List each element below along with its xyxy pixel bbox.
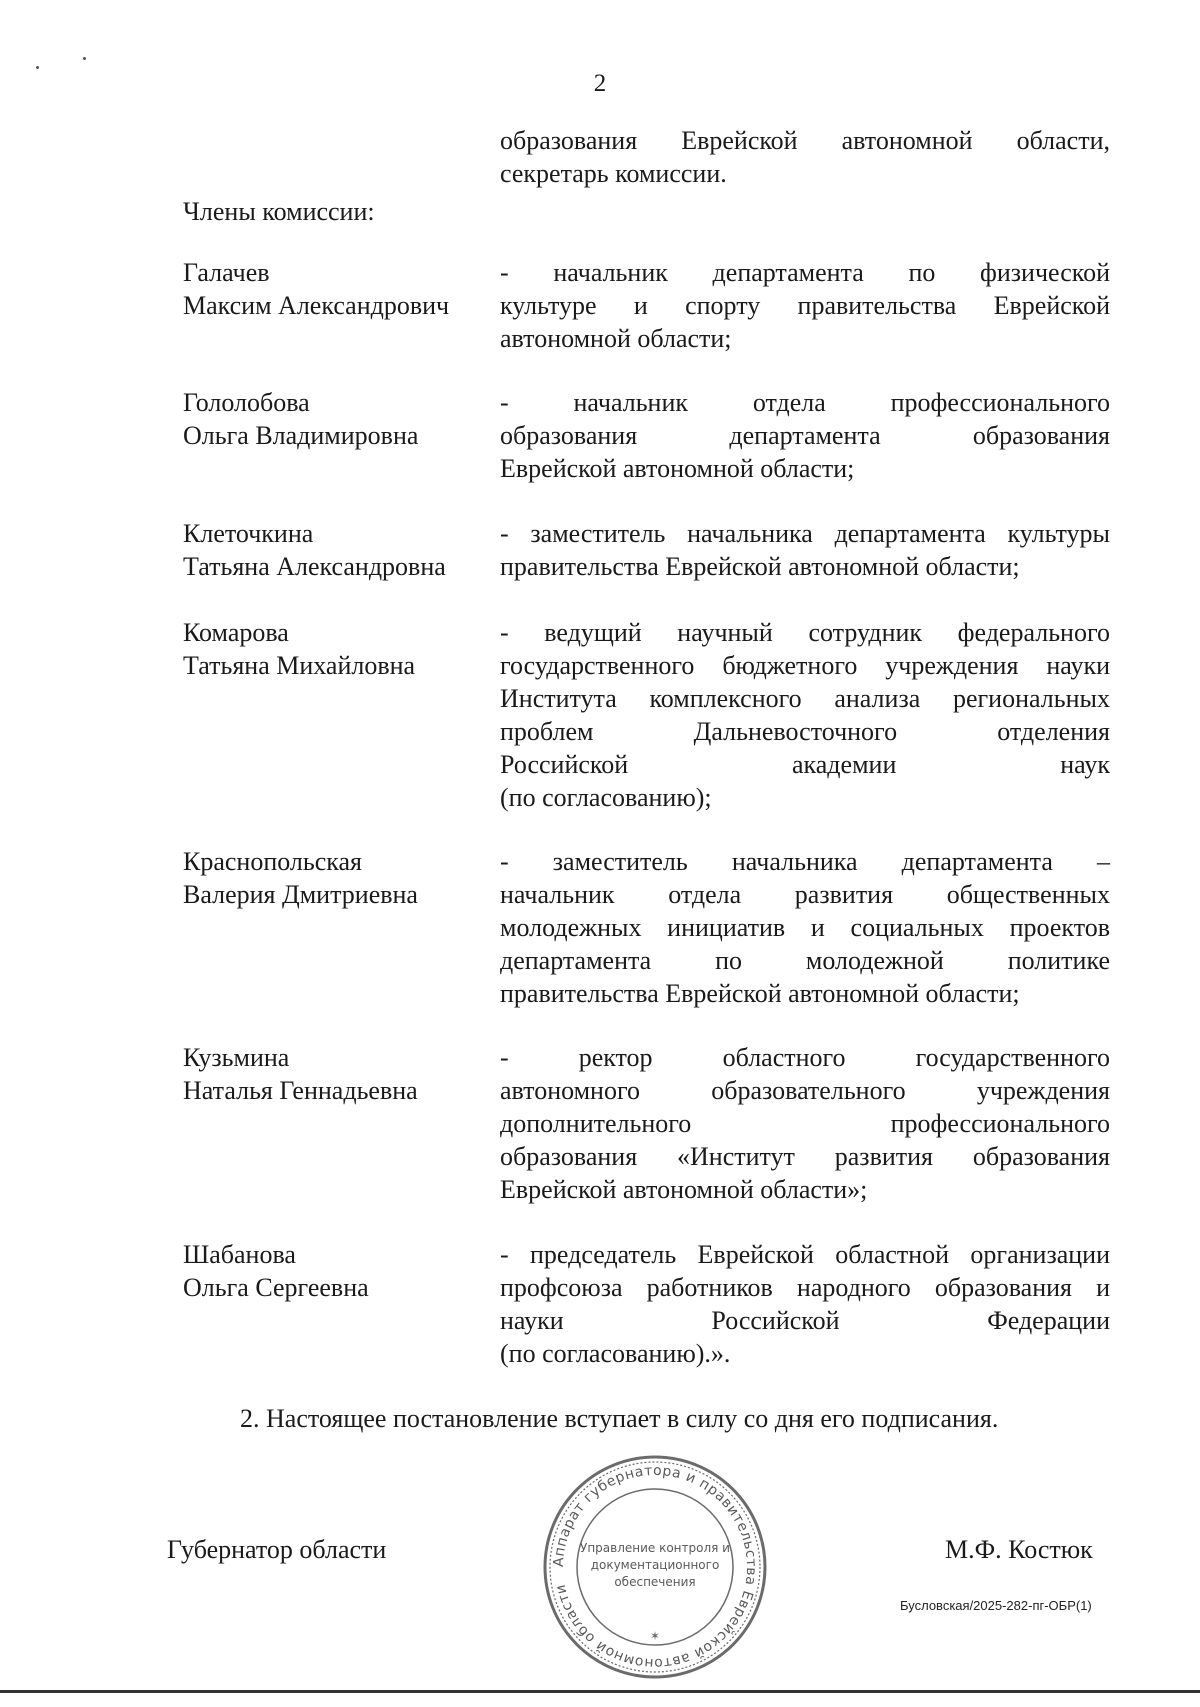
scan-bottom-edge bbox=[0, 1690, 1200, 1693]
previous-entry-continuation bbox=[500, 124, 1110, 190]
role-line: автономной области; bbox=[500, 324, 732, 353]
page-number: 2 bbox=[593, 70, 607, 97]
role-line: департамента по молодежной политике bbox=[500, 946, 1110, 975]
role-line: правительства Еврейской автономной области; bbox=[500, 552, 1020, 581]
member-role bbox=[500, 256, 1110, 355]
stamp-seal bbox=[540, 1452, 770, 1682]
stamp-inner-line: обеспечения bbox=[614, 1575, 696, 1589]
member-name bbox=[183, 1238, 483, 1304]
role-line: автономного образовательного учреждения bbox=[500, 1076, 1110, 1105]
role-line: - председатель Еврейской областной организации bbox=[500, 1240, 1110, 1269]
member-surname: Клеточкина bbox=[183, 519, 314, 548]
continuation-line: секретарь комиссии. bbox=[500, 159, 727, 188]
role-line: проблем Дальневосточного отделения bbox=[500, 717, 1110, 746]
role-line: Еврейской автономной области»; bbox=[500, 1175, 868, 1204]
member-name bbox=[183, 256, 483, 322]
continuation-line: образования Еврейской автономной области, bbox=[500, 126, 1110, 155]
role-line: - ведущий научный сотрудник федерального bbox=[500, 618, 1110, 647]
member-name bbox=[183, 616, 483, 682]
member-surname: Гололобова bbox=[183, 388, 310, 417]
member-surname: Шабанова bbox=[183, 1240, 296, 1269]
official-stamp bbox=[540, 1452, 770, 1682]
stamp-inner-line: документационного bbox=[590, 1558, 720, 1572]
member-given-names: Татьяна Александровна bbox=[183, 552, 446, 581]
role-line: Еврейской автономной области; bbox=[500, 454, 855, 483]
role-line: молодежных инициатив и социальных проектов bbox=[500, 913, 1110, 942]
role-line: науки Российской Федерации bbox=[500, 1306, 1110, 1335]
member-given-names: Наталья Геннадьевна bbox=[183, 1076, 418, 1105]
role-line: культуре и спорту правительства Еврейской bbox=[500, 291, 1110, 320]
role-line: - ректор областного государственного bbox=[500, 1043, 1110, 1072]
file-reference: Бусловская/2025-282-пг-ОБР(1) bbox=[900, 1598, 1092, 1613]
member-role bbox=[500, 616, 1110, 814]
role-line: - начальник департамента по физической bbox=[500, 258, 1110, 287]
member-surname: Комарова bbox=[183, 618, 289, 647]
member-role bbox=[500, 1238, 1110, 1370]
member-surname: Галачев bbox=[183, 258, 270, 287]
member-name bbox=[183, 517, 483, 583]
resolution-clause: 2. Настоящее постановление вступает в силу со дня его подписания. bbox=[240, 1404, 999, 1433]
member-role bbox=[500, 517, 1110, 583]
member-name bbox=[183, 845, 483, 911]
role-line: (по согласованию); bbox=[500, 783, 712, 812]
members-heading: Члены комиссии: bbox=[183, 197, 375, 226]
member-given-names: Ольга Сергеевна bbox=[183, 1273, 369, 1302]
signatory-title: Губернатор области bbox=[167, 1535, 387, 1564]
role-line: Российской академии наук bbox=[500, 750, 1110, 779]
member-name bbox=[183, 386, 483, 452]
role-line: дополнительного профессионального bbox=[500, 1109, 1110, 1138]
member-given-names: Валерия Дмитриевна bbox=[183, 880, 418, 909]
stamp-outer-text: Аппарат губернатора и правительства Еврейской автономной области bbox=[550, 1462, 760, 1672]
role-line: - заместитель начальника департамента культуры bbox=[500, 519, 1110, 548]
stamp-inner-line: Управление контроля и bbox=[580, 1541, 730, 1555]
member-role bbox=[500, 1041, 1110, 1206]
role-line: - заместитель начальника департамента – bbox=[500, 847, 1110, 876]
member-name bbox=[183, 1041, 483, 1107]
role-line: - начальник отдела профессионального bbox=[500, 388, 1110, 417]
member-role bbox=[500, 386, 1110, 485]
member-given-names: Максим Александрович bbox=[183, 291, 450, 320]
member-surname: Кузьмина bbox=[183, 1043, 290, 1072]
scan-speck bbox=[36, 66, 39, 69]
member-given-names: Ольга Владимировна bbox=[183, 421, 419, 450]
role-line: начальник отдела развития общественных bbox=[500, 880, 1110, 909]
role-line: профсоюза работников народного образования и bbox=[500, 1273, 1110, 1302]
role-line: (по согласованию).». bbox=[500, 1339, 731, 1368]
scan-speck bbox=[83, 57, 86, 60]
role-line: образования департамента образования bbox=[500, 421, 1110, 450]
role-line: Института комплексного анализа региональных bbox=[500, 684, 1110, 713]
signatory-name: М.Ф. Костюк bbox=[945, 1535, 1093, 1564]
role-line: правительства Еврейской автономной области; bbox=[500, 979, 1020, 1008]
role-line: образования «Институт развития образования bbox=[500, 1142, 1110, 1171]
role-line: государственного бюджетного учреждения науки bbox=[500, 651, 1110, 680]
member-role bbox=[500, 845, 1110, 1010]
member-surname: Краснопольская bbox=[183, 847, 363, 876]
stamp-star-icon: ✶ bbox=[649, 1629, 661, 1643]
member-given-names: Татьяна Михайловна bbox=[183, 651, 416, 680]
